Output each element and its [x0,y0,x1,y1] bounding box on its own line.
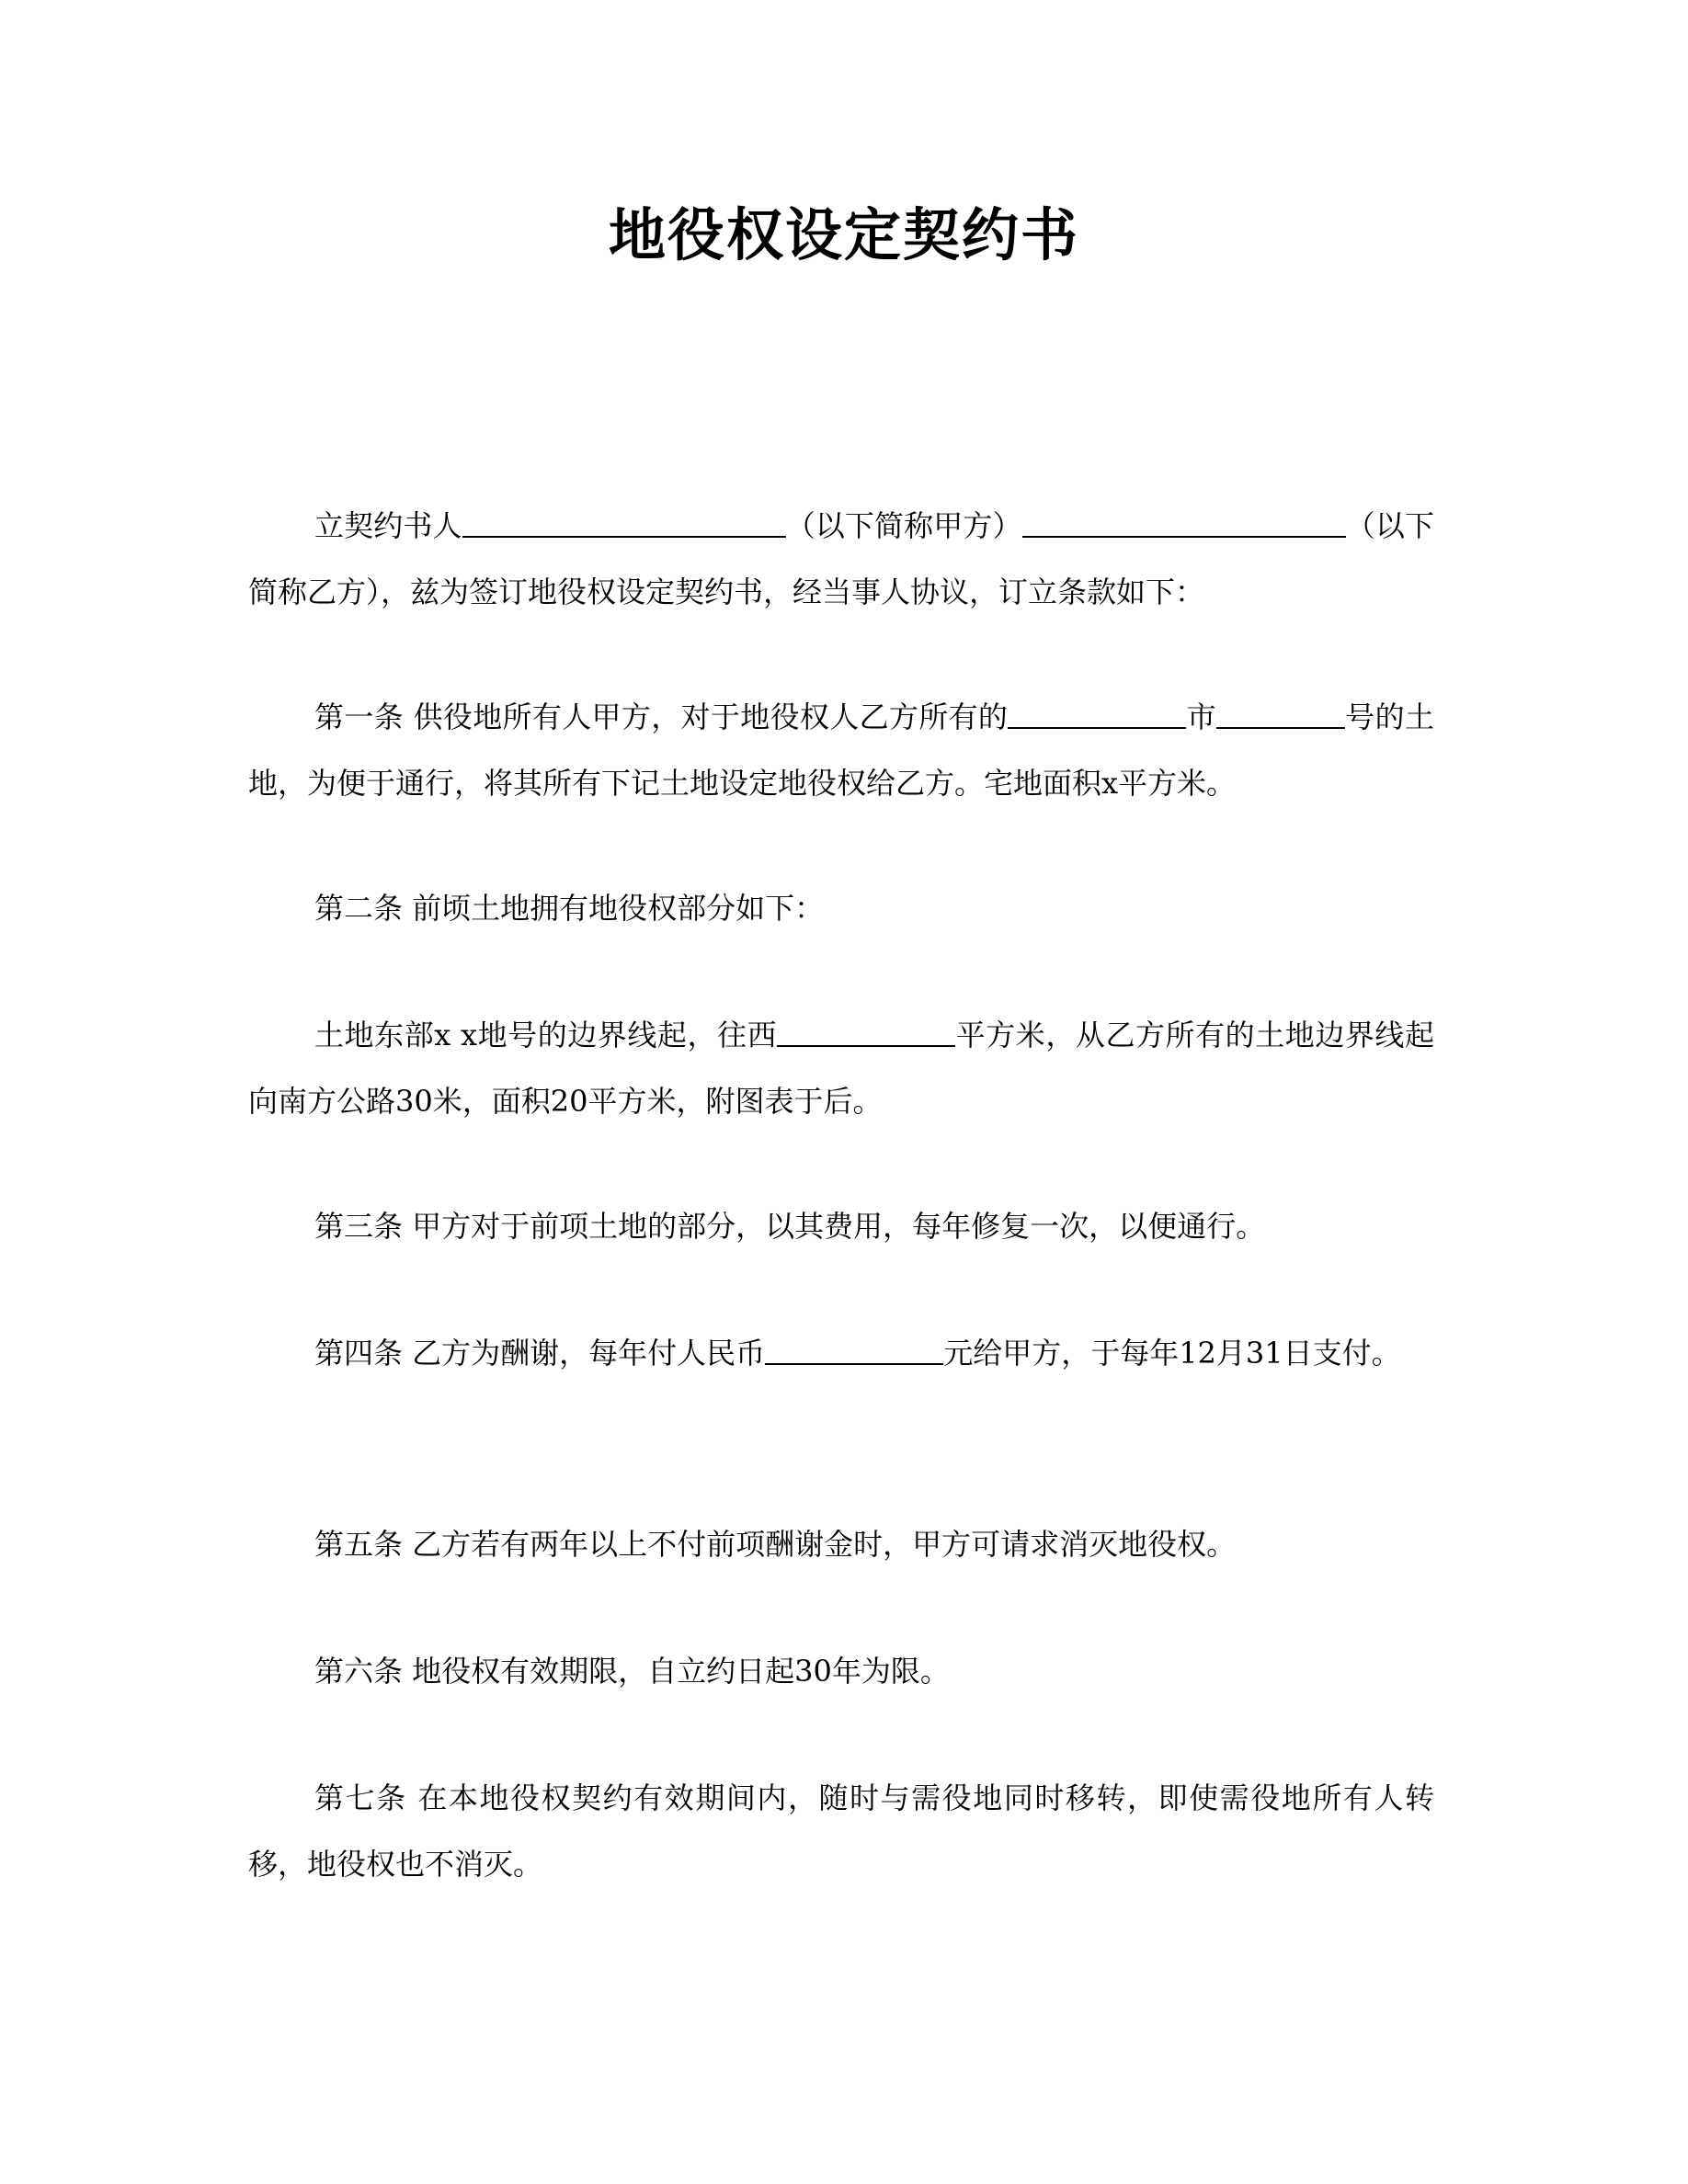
article-3: 第三条 甲方对于前项土地的部分，以其费用，每年修复一次，以便通行。 [314,1209,1266,1244]
article-1-part-c: 号的土地，为便于通行，将其所有下记土地设定地役权给乙方。宅地面积x平方米。 [248,700,1434,801]
party-a-blank [462,501,786,538]
article-4-part-a: 第四条 乙方为酬谢，每年付人民币 [314,1336,766,1371]
article-2-detail [248,1002,1434,1134]
city-blank [1008,692,1186,729]
payment-amount-blank [765,1328,943,1365]
article-2: 第二条 前顷土地拥有地役权部分如下： [314,891,825,926]
article-7: 第七条 在本地役权契约有效期间内，随时与需役地同时移转，即使需役地所有人转移，地役权也不消灭。 [248,1780,1434,1882]
article-1 [248,684,1434,816]
article-5: 第五条 乙方若有两年以上不付前项酬谢金时，甲方可请求消灭地役权。 [314,1527,1237,1562]
article-2-detail-part-b: 平方米，从乙方所有的土地边界线起向南方公路30米，面积20平方米，附图表于后。 [248,1018,1434,1119]
article-4-part-b: 元给甲方，于每年12月31日支付。 [943,1336,1401,1371]
preamble-tail: （以下简称乙方），兹为签订地役权设定契约书，经当事人协议，订立条款如下： [248,508,1434,609]
area-west-blank [777,1010,955,1047]
article-2-detail-part-a: 土地东部x x地号的边界线起，往西 [314,1018,778,1052]
article-1-part-a: 第一条 供役地所有人甲方，对于地役权人乙方所有的 [314,700,1009,734]
preamble-mid: （以下简称甲方） [785,508,1022,543]
article-1-part-b: 市 [1186,700,1216,734]
article-4 [248,1320,1434,1386]
document-title: 地役权设定契约书 [608,201,1079,268]
lot-number-blank [1216,692,1345,729]
preamble-paragraph [248,493,1434,625]
preamble-lead: 立契约书人 [314,508,462,543]
article-6: 第六条 地役权有效期限，自立约日起30年为限。 [314,1654,950,1689]
party-b-blank [1022,501,1346,538]
